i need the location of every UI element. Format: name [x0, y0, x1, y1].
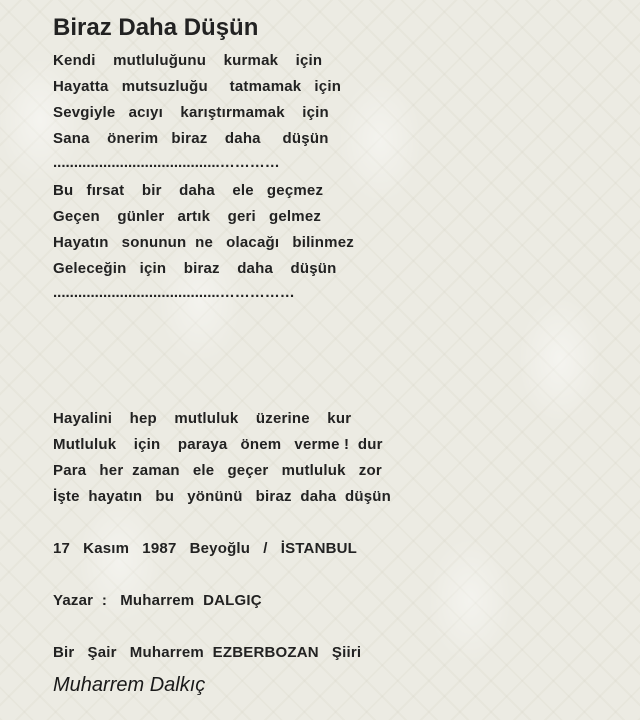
poem-line: Kendi mutluluğunu kurmak için [53, 52, 323, 69]
author-line: Yazar : Muharrem DALGIÇ [53, 592, 262, 609]
poem-line: Para her zaman ele geçer mutluluk zor [53, 462, 382, 479]
poem-line: Bu fırsat bir daha ele geçmez [53, 182, 324, 199]
poem-line: Hayalini hep mutluluk üzerine kur [53, 410, 352, 427]
poem-line: Hayatın sonunun ne olacağı bilinmez [53, 234, 354, 251]
stanza-2 [53, 178, 613, 308]
poem-line: Sana önerim biraz daha düşün [53, 130, 329, 147]
poem-container [53, 12, 613, 700]
stanza-1 [53, 48, 613, 178]
poem-line: Geçen günler artık geri gelmez [53, 208, 322, 225]
separator-dots: ........................................………… [53, 154, 280, 171]
poem-line: Sevgiyle acıyı karıştırmamak için [53, 104, 329, 121]
poet-credit: Bir Şair Muharrem EZBERBOZAN Şiiri [53, 644, 362, 661]
stanza-3 [53, 406, 613, 510]
author-signature: Muharrem Dalkıç [53, 674, 206, 696]
poem-line: Mutluluk için paraya önem verme ! dur [53, 436, 383, 453]
poem-line: Hayatta mutsuzluğu tatmamak için [53, 78, 342, 95]
poem-line: İşte hayatın bu yönünü biraz daha düşün [53, 488, 391, 505]
date-place: 17 Kasım 1987 Beyoğlu / İSTANBUL [53, 540, 358, 557]
poem-title: Biraz Daha Düşün [53, 14, 259, 41]
separator-dots: ........................................…………… [53, 284, 295, 301]
poem-line: Geleceğin için biraz daha düşün [53, 260, 337, 277]
